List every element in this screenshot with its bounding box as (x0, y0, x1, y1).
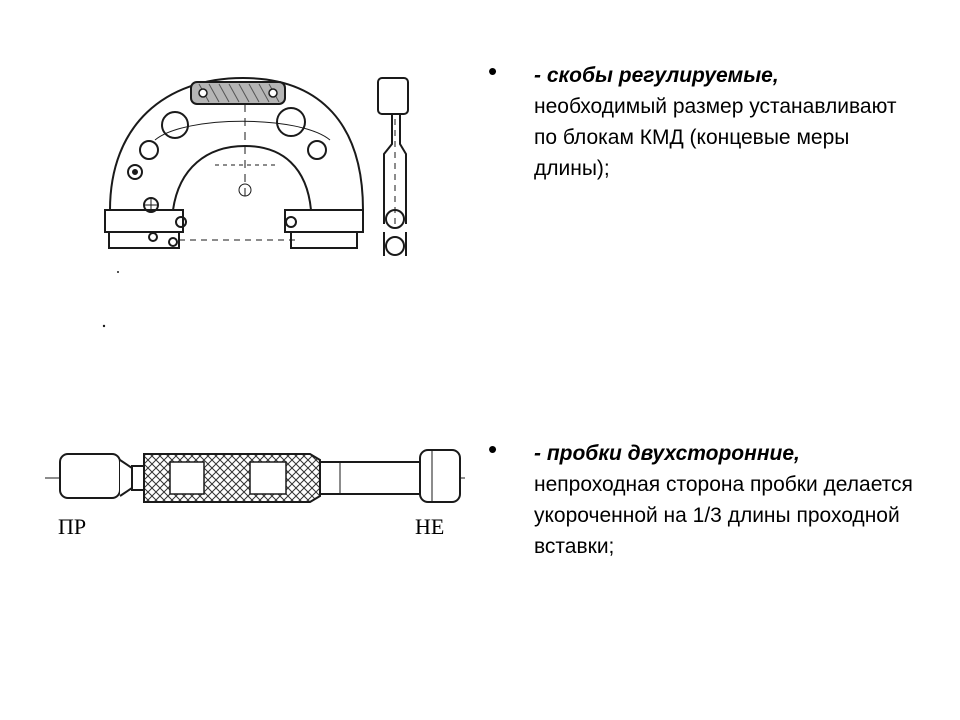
bullet-title: - пробки двухсторонние, (534, 442, 800, 465)
plug-gauge-nogo-label: НЕ (415, 514, 445, 539)
snap-gauge-side-drawing (370, 74, 420, 264)
bullet-body: непроходная сторона пробки делается укороченной на 1/3 длины проходной вставки; (534, 473, 913, 558)
scan-dot (100, 322, 108, 330)
bullet-marker: • (488, 434, 498, 464)
bullet-text (534, 60, 914, 184)
bullet-marker: • (488, 56, 498, 86)
snap-gauge-front-drawing (95, 70, 380, 280)
bullet-body: необходимый размер устанавливают по блокам КМД (концевые меры длины); (534, 95, 897, 180)
bullet-text (534, 438, 914, 562)
plug-gauge-drawing (40, 440, 470, 520)
bullet-title: - скобы регулируемые, (534, 64, 779, 87)
plug-gauge-go-label: ПР (58, 514, 87, 539)
